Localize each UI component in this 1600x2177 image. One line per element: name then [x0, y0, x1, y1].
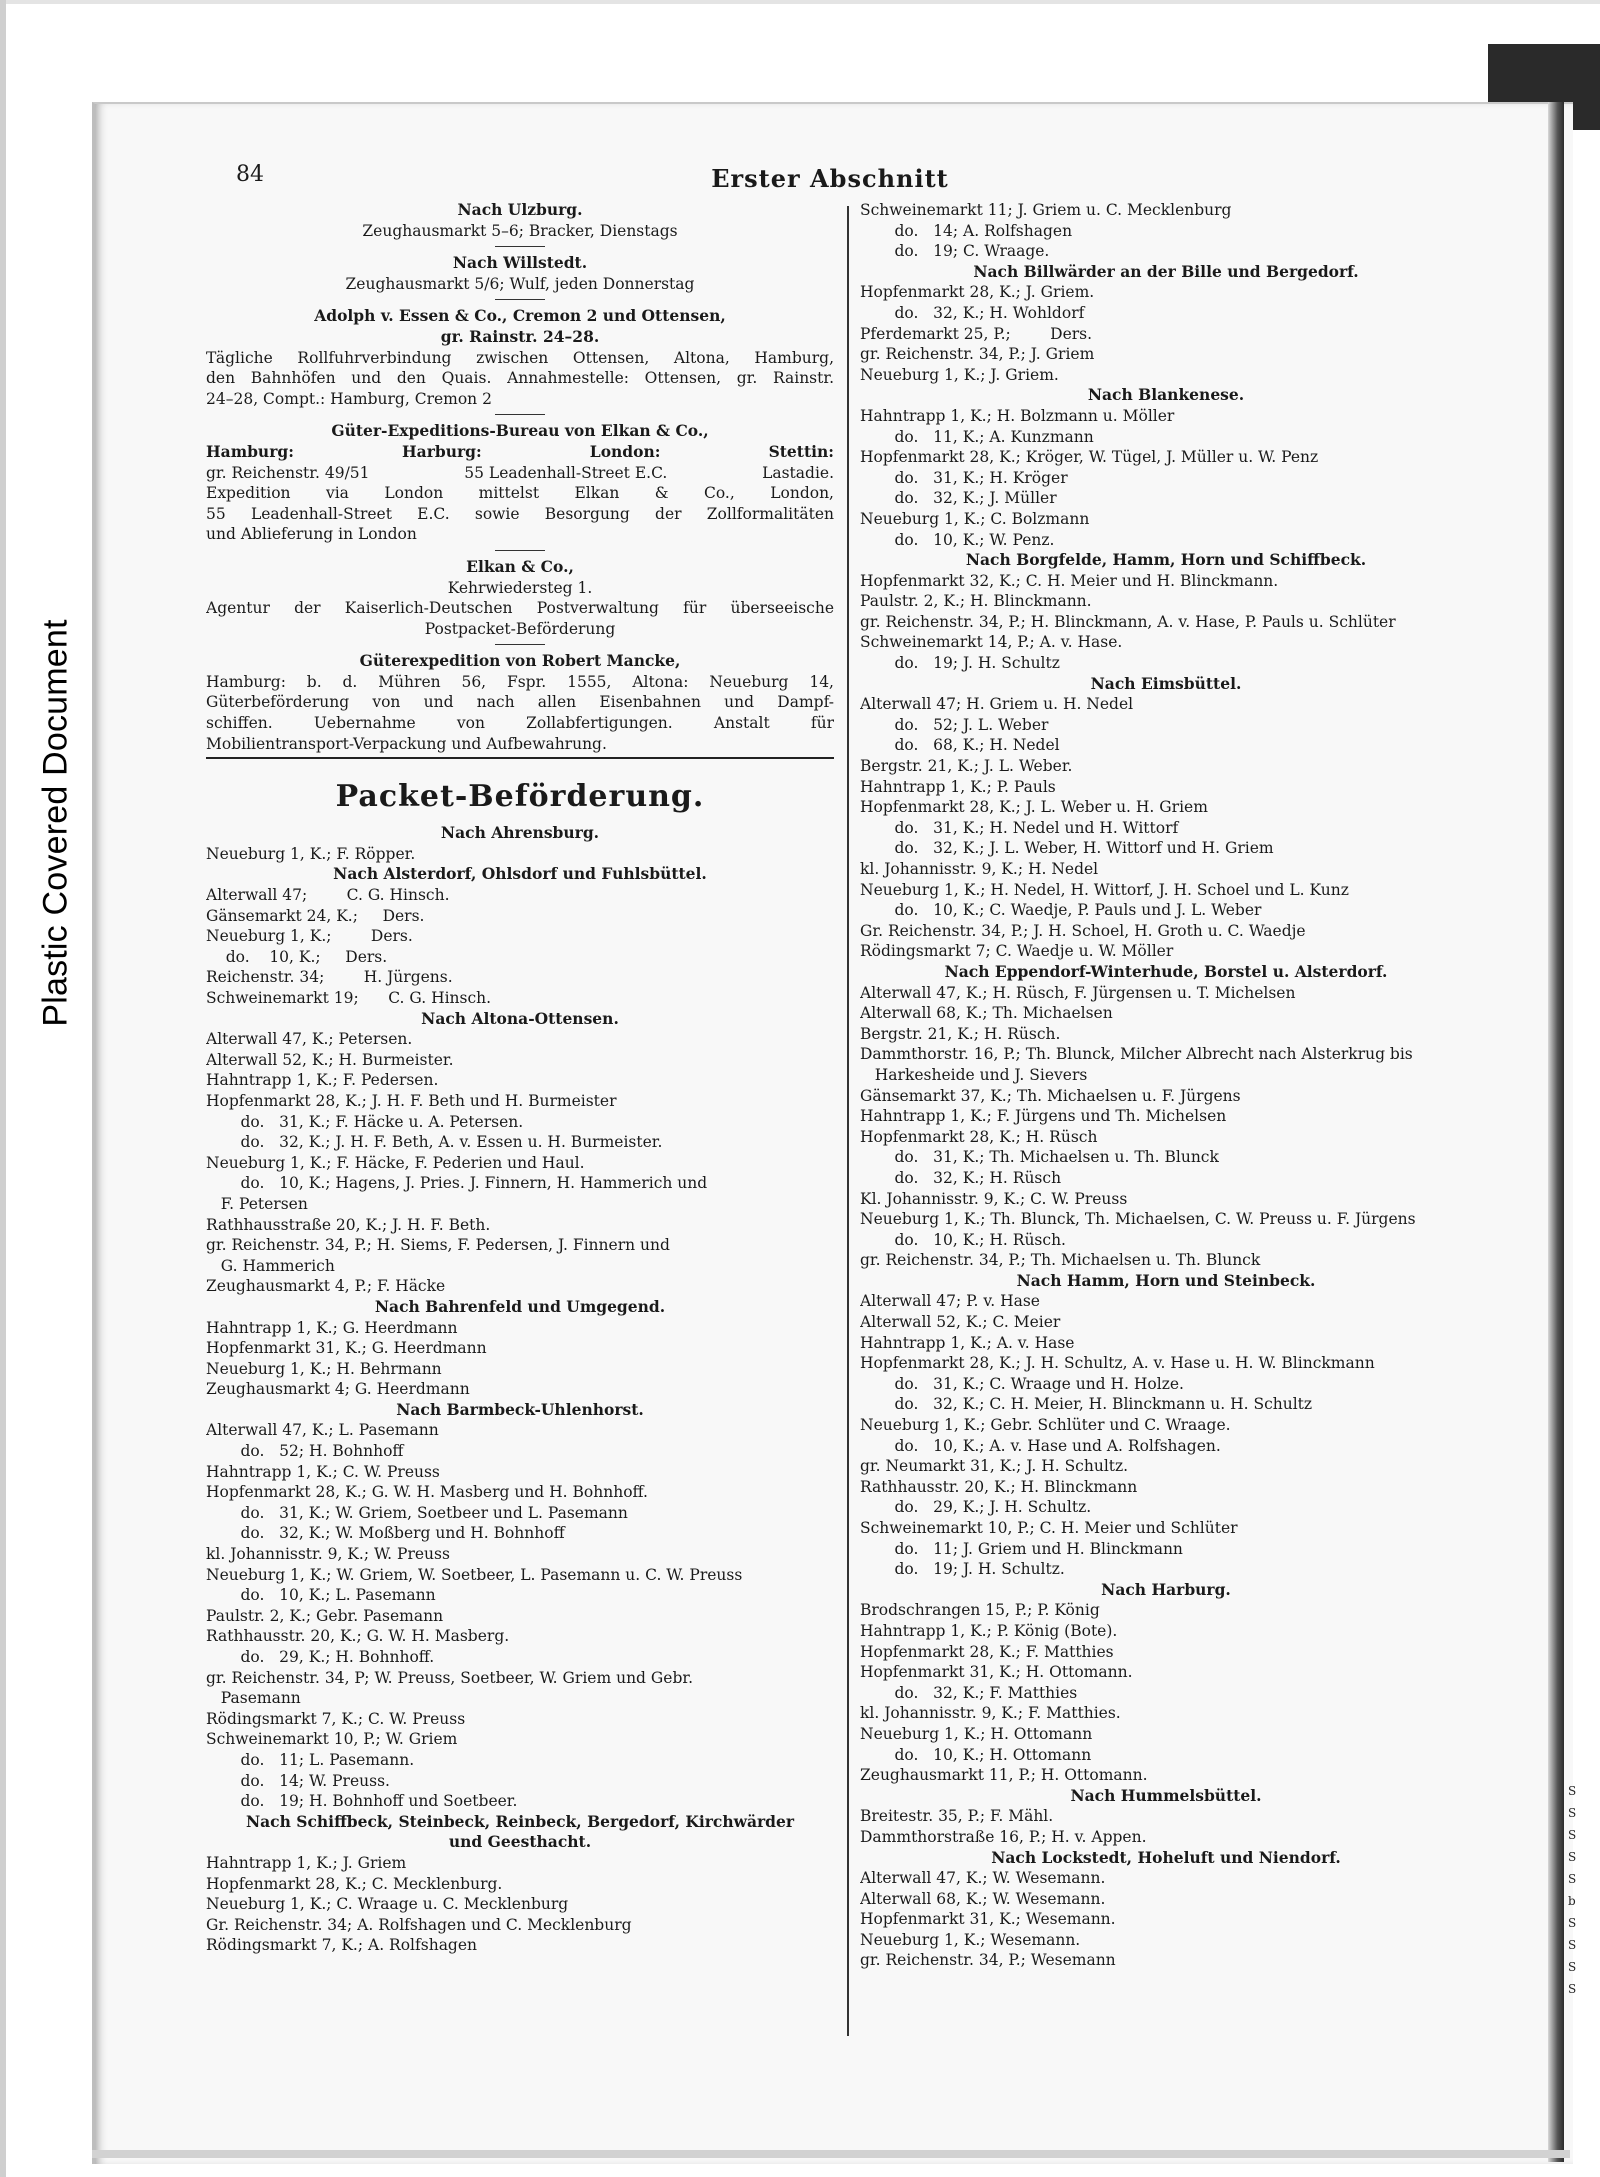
column-divider — [847, 206, 849, 2036]
listing-line: do. 29, K.; J. H. Schultz. — [860, 1498, 1092, 1517]
right-column — [860, 200, 1472, 1971]
listing-line: Paulstr. 2, K.; Gebr. Pasemann — [206, 1606, 444, 1625]
section-heading: Nach Ulzburg. — [457, 200, 583, 219]
listing-line: F. Petersen — [206, 1194, 308, 1213]
listing-line: kl. Johannisstr. 9, K.; H. Nedel — [860, 860, 1099, 878]
left-column — [206, 200, 834, 1956]
listing-line: Harkesheide und J. Sievers — [860, 1065, 1088, 1084]
listing-line: Hopfenmarkt 28, K.; J. L. Weber u. H. Griem — [860, 798, 1208, 817]
listing-line: G. Hammerich — [206, 1256, 335, 1275]
office-cell: 55 Leadenhall-Street E.C. — [464, 463, 668, 482]
listing-line: Mobilientransport-Verpackung und Aufbewahrung. — [206, 734, 607, 753]
listing-line: Bergstr. 21, K.; H. Rüsch. — [860, 1024, 1061, 1043]
listing-line: do. 10, K.; H. Ottomann — [860, 1745, 1092, 1764]
listing-line: do. 10, K.; W. Penz. — [860, 530, 1055, 549]
listing-line: do. 32, K.; H. Rüsch — [860, 1168, 1062, 1187]
listing-line: Alterwall 52, K.; C. Meier — [860, 1313, 1061, 1332]
margin-fragment: S — [1568, 1982, 1577, 1996]
page-gutter-shadow — [1548, 102, 1564, 2162]
listing-line: Hopfenmarkt 28, K.; J. Griem. — [860, 283, 1095, 302]
listing-line: do. 10, K.; C. Waedje, P. Pauls und J. L. Weber — [860, 901, 1262, 920]
office-cell: Hamburg: — [206, 441, 294, 461]
listing-line: do. 68, K.; H. Nedel — [860, 736, 1060, 755]
listing-line: Hopfenmarkt 32, K.; C. H. Meier und H. Blinckmann. — [860, 571, 1279, 590]
section-heading: Nach Barmbeck-Uhlenhorst. — [396, 1399, 644, 1419]
listing-line: Zeughausmarkt 4, P.; F. Häcke — [206, 1277, 446, 1296]
section-heading: Nach Lockstedt, Hoheluft und Niendorf. — [991, 1847, 1341, 1867]
listing-line: do. 19; J. H. Schultz. — [860, 1560, 1065, 1579]
section-heading: Nach Eppendorf-Winterhude, Borstel u. Alsterdorf. — [944, 961, 1388, 981]
listing-line: Alterwall 52, K.; H. Burmeister. — [206, 1050, 454, 1069]
listing-line: Schweinemarkt 19; C. G. Hinsch. — [206, 989, 492, 1007]
listing-line: Rödingsmarkt 7; C. Waedje u. W. Möller — [860, 942, 1174, 961]
section-heading: Nach Hamm, Horn und Steinbeck. — [1016, 1270, 1316, 1290]
listing-line: Hopfenmarkt 31, K.; Wesemann. — [860, 1910, 1116, 1929]
listing-line: Schweinemarkt 14, P.; A. v. Hase. — [860, 633, 1123, 652]
next-page-margin-fragments — [1568, 1780, 1600, 2050]
page-number: 84 — [236, 162, 264, 187]
listing-line: do. 10, K.; Hagens, J. Pries. J. Finnern, H. Hammerich und — [206, 1174, 708, 1193]
listing-line: do. 31, K.; H. Nedel und H. Wittorf — [860, 818, 1179, 837]
listing-line: Neueburg 1, K.; H. Nedel, H. Wittorf, J. H. Schoel und L. Kunz — [860, 880, 1349, 899]
justified-text-line: 55 Leadenhall-Street E.C. sowie Besorgung der Zollformalitäten — [206, 504, 834, 523]
listing-line: do. 32, K.; H. Wohldorf — [860, 303, 1085, 322]
section-heading: Nach Ahrensburg. — [440, 823, 600, 843]
office-cell: gr. Reichenstr. 49/51 — [206, 463, 370, 482]
section-heading: Nach Hummelsbüttel. — [1070, 1785, 1262, 1805]
centered-text-line: Kehrwiedersteg 1. — [447, 578, 593, 597]
listing-line: Neueburg 1, K.; F. Häcke, F. Pederien und Haul. — [206, 1153, 585, 1172]
listing-line: Zeughausmarkt 4; G. Heerdmann — [206, 1380, 470, 1399]
margin-fragment: S — [1568, 1806, 1577, 1820]
listing-line: do. 32, K.; W. Moßberg und H. Bohnhoff — [206, 1524, 565, 1543]
listing-line: Neueburg 1, K.; H. Ottomann — [860, 1724, 1093, 1743]
section-heading: Nach Blankenese. — [1087, 385, 1245, 405]
listing-line: Hahntrapp 1, K.; P. König (Bote). — [860, 1621, 1118, 1640]
margin-fragment: S — [1568, 1850, 1577, 1864]
listing-line: do. 11; L. Pasemann. — [206, 1750, 415, 1769]
short-divider-rule — [206, 294, 834, 306]
listing-line: Alterwall 47; H. Griem u. H. Nedel — [860, 695, 1134, 714]
margin-fragment: S — [1568, 1784, 1577, 1798]
margin-fragment: S — [1568, 1872, 1577, 1886]
listing-line: Neueburg 1, K.; F. Röpper. — [206, 844, 416, 863]
plastic-cover-label — [14, 553, 98, 1093]
short-divider-rule — [206, 545, 834, 557]
listing-line: Hopfenmarkt 31, K.; H. Ottomann. — [860, 1663, 1133, 1682]
listing-line: Hahntrapp 1, K.; P. Pauls — [860, 777, 1056, 796]
listing-line: do. 14; W. Preuss. — [206, 1771, 390, 1790]
section-heading: Nach Borgfelde, Hamm, Horn und Schiffbeck. — [965, 550, 1367, 570]
office-city-headings — [206, 442, 834, 463]
listing-line: Alterwall 47, K.; H. Rüsch, F. Jürgensen u. T. Michelsen — [860, 983, 1296, 1002]
margin-fragment: S — [1568, 1938, 1577, 1952]
section-heading: Nach Harburg. — [1101, 1579, 1231, 1599]
short-divider-rule — [206, 639, 834, 651]
short-divider-rule — [206, 241, 834, 253]
listing-line: Kl. Johannisstr. 9, K.; C. W. Preuss — [860, 1189, 1128, 1208]
listing-line: Neueburg 1, K.; Gebr. Schlüter und C. Wraage. — [860, 1416, 1231, 1435]
justified-text-line: schiffen. Uebernahme von Zollabfertigungen. Anstalt für — [206, 714, 834, 733]
section-heading: Güter-Expeditions-Bureau von Elkan & Co., — [331, 421, 709, 441]
section-heading: gr. Rainstr. 24–28. — [440, 326, 600, 346]
section-heading: Nach Schiffbeck, Steinbeck, Reinbeck, Bergedorf, Kirchwärder — [245, 1811, 795, 1831]
short-divider-rule — [206, 409, 834, 421]
listing-line: Hopfenmarkt 31, K.; G. Heerdmann — [206, 1339, 487, 1358]
listing-line: Neueburg 1, K.; Th. Blunck, Th. Michaelsen, C. W. Preuss u. F. Jürgens — [860, 1210, 1416, 1229]
listing-line: Hopfenmarkt 28, K.; C. Mecklenburg. — [206, 1874, 503, 1893]
listing-line: Hopfenmarkt 28, K.; J. H. Schultz, A. v. Hase u. H. W. Blinckmann — [860, 1354, 1375, 1373]
listing-line: do. 29, K.; H. Bohnhoff. — [206, 1648, 435, 1666]
centered-text-line: Zeughausmarkt 5/6; Wulf, jeden Donnerstag — [345, 274, 695, 293]
listing-line: Hopfenmarkt 28, K.; J. H. F. Beth und H. Burmeister — [206, 1091, 617, 1110]
listing-line: gr. Reichenstr. 34, P.; Wesemann — [860, 1951, 1116, 1970]
listing-line: Schweinemarkt 10, P.; W. Griem — [206, 1730, 458, 1749]
listing-line: Rödingsmarkt 7, K.; C. W. Preuss — [206, 1709, 466, 1728]
listing-line: Dammthorstr. 16, P.; Th. Blunck, Milcher Albrecht nach Alsterkrug bis — [860, 1045, 1413, 1064]
plastic-cover-label-text: Plastic Covered Document — [36, 619, 75, 1027]
listing-line: do. 10, K.; H. Rüsch. — [860, 1230, 1066, 1249]
listing-line: do. 10, K.; Ders. — [206, 947, 388, 966]
listing-line: do. 31, K.; H. Kröger — [860, 468, 1068, 487]
margin-fragment: S — [1568, 1828, 1577, 1842]
listing-line: do. 52; J. L. Weber — [860, 715, 1049, 734]
listing-line: Neueburg 1, K.; Ders. — [206, 927, 413, 946]
listing-line: gr. Reichenstr. 34, P.; H. Blinckmann, A. v. Hase, P. Pauls u. Schlüter — [860, 612, 1396, 631]
listing-line: do. 19; C. Wraage. — [860, 242, 1050, 261]
listing-line: Alterwall 47, K.; Petersen. — [206, 1030, 413, 1049]
section-heading: Nach Eimsbüttel. — [1090, 673, 1242, 693]
listing-line: Neueburg 1, K.; C. Bolzmann — [860, 509, 1090, 528]
justified-text-line: den Bahnhöfen und den Quais. Annahmestelle: Ottensen, gr. Rainstr. — [206, 369, 834, 388]
listing-line: Gr. Reichenstr. 34; A. Rolfshagen und C. Mecklenburg — [206, 1915, 632, 1934]
centered-text-line: Zeughausmarkt 5–6; Bracker, Dienstags — [362, 221, 678, 240]
listing-line: Schweinemarkt 10, P.; C. H. Meier und Schlüter — [860, 1519, 1238, 1537]
listing-line: do. 10, K.; A. v. Hase und A. Rolfshagen. — [860, 1436, 1221, 1455]
listing-line: Bergstr. 21, K.; J. L. Weber. — [860, 757, 1073, 776]
listing-line: Rathhausstr. 20, K.; H. Blinckmann — [860, 1477, 1138, 1496]
listing-line: und Ablieferung in London — [206, 525, 417, 544]
listing-line: do. 31, K.; F. Häcke u. A. Petersen. — [206, 1112, 524, 1131]
listing-line: do. 11; J. Griem und H. Blinckmann — [860, 1539, 1183, 1558]
listing-line: do. 52; H. Bohnhoff — [206, 1442, 404, 1461]
margin-fragment: b — [1568, 1894, 1576, 1908]
listing-line: do. 10, K.; L. Pasemann — [206, 1586, 436, 1605]
listing-line: do. 14; A. Rolfshagen — [860, 221, 1073, 240]
listing-line: Neueburg 1, K.; C. Wraage u. C. Mecklenburg — [206, 1895, 569, 1914]
listing-line: do. 31, K.; C. Wraage und H. Holze. — [860, 1374, 1184, 1393]
main-section-title: Packet-Beförderung. — [335, 779, 705, 815]
justified-text-line: Hamburg: b. d. Mühren 56, Fspr. 1555, Altona: Neueburg 14, — [206, 672, 834, 691]
listing-line: do. 19; H. Bohnhoff und Soetbeer. — [206, 1792, 518, 1811]
listing-line: do. 11, K.; A. Kunzmann — [860, 427, 1094, 446]
listing-line: Brodschrangen 15, P.; P. König — [860, 1601, 1100, 1620]
section-heading: Güterexpedition von Robert Mancke, — [359, 651, 681, 671]
section-heading: und Geesthacht. — [448, 1832, 592, 1852]
listing-line: Zeughausmarkt 11, P.; H. Ottomann. — [860, 1766, 1148, 1785]
listing-line: Alterwall 68, K.; W. Wesemann. — [860, 1889, 1106, 1908]
listing-line: do. 32, K.; C. H. Meier, H. Blinckmann u. H. Schultz — [860, 1395, 1313, 1414]
listing-line: Neueburg 1, K.; Wesemann. — [860, 1930, 1081, 1949]
listing-line: Alterwall 47, K.; W. Wesemann. — [860, 1869, 1106, 1888]
listing-line: gr. Reichenstr. 34, P.; Th. Michaelsen u. Th. Blunck — [860, 1251, 1261, 1270]
listing-line: Hahntrapp 1, K.; H. Bolzmann u. Möller — [860, 406, 1175, 425]
listing-line: Gänsemarkt 37, K.; Th. Michaelsen u. F. Jürgens — [860, 1086, 1241, 1105]
listing-line: Reichenstr. 34; H. Jürgens. — [206, 968, 453, 987]
margin-fragment: S — [1568, 1960, 1577, 1974]
running-head: Erster Abschnitt — [711, 164, 949, 193]
listing-line: do. 31, K.; W. Griem, Soetbeer und L. Pasemann — [206, 1503, 628, 1522]
listing-line: 24–28, Compt.: Hamburg, Cremon 2 — [206, 389, 492, 408]
listing-line: Pasemann — [206, 1689, 301, 1708]
full-divider-rule — [206, 757, 834, 767]
section-heading: Nach Altona-Ottensen. — [421, 1008, 619, 1028]
office-addresses — [206, 463, 834, 484]
scan-left-edge — [0, 0, 6, 2177]
listing-line: Breitestr. 35, P.; F. Mähl. — [860, 1807, 1054, 1826]
listing-line: do. 32, K.; J. L. Weber, H. Wittorf und H. Griem — [860, 839, 1274, 858]
listing-line: do. 19; J. H. Schultz — [860, 654, 1060, 673]
page-bottom-edge — [92, 2150, 1570, 2158]
listing-line: Hahntrapp 1, K.; J. Griem — [206, 1853, 407, 1872]
listing-line: gr. Reichenstr. 34, P.; H. Siems, F. Pedersen, J. Finnern und — [206, 1236, 670, 1255]
listing-line: Hahntrapp 1, K.; C. W. Preuss — [206, 1462, 440, 1481]
section-heading: Elkan & Co., — [466, 556, 574, 576]
section-heading: Nach Alsterdorf, Ohlsdorf und Fuhlsbüttel. — [333, 864, 707, 884]
listing-line: do. 32, K.; J. Müller — [860, 489, 1057, 508]
listing-line: do. 31, K.; Th. Michaelsen u. Th. Blunck — [860, 1148, 1219, 1167]
listing-line: Hahntrapp 1, K.; F. Pedersen. — [206, 1071, 439, 1090]
listing-line: gr. Reichenstr. 34, P; W. Preuss, Soetbeer, W. Griem und Gebr. — [206, 1668, 694, 1687]
listing-line: Gr. Reichenstr. 34, P.; J. H. Schoel, H. Groth u. C. Waedje — [860, 921, 1306, 940]
scan-top-edge — [0, 0, 1600, 4]
section-heading: Nach Willstedt. — [452, 253, 588, 273]
centered-text-line: Postpacket-Beförderung — [424, 619, 616, 638]
justified-text-line: Güterbeförderung von und nach allen Eisenbahnen und Dampf- — [206, 693, 834, 712]
office-cell: Lastadie. — [762, 463, 834, 482]
justified-text-line: Expedition via London mittelst Elkan & Co., London, — [206, 484, 834, 503]
listing-line: Hahntrapp 1, K.; F. Jürgens und Th. Michelsen — [860, 1107, 1227, 1126]
listing-line: Neueburg 1, K.; W. Griem, W. Soetbeer, L. Pasemann u. C. W. Preuss — [206, 1565, 743, 1584]
listing-line: Alterwall 47; P. v. Hase — [860, 1292, 1040, 1311]
listing-line: Schweinemarkt 11; J. Griem u. C. Mecklenburg — [860, 201, 1232, 219]
justified-text-line: Tägliche Rollfuhrverbindung zwischen Ottensen, Altona, Hamburg, — [206, 348, 834, 367]
section-heading: Adolph v. Essen & Co., Cremon 2 und Ottensen, — [314, 306, 726, 326]
listing-line: gr. Reichenstr. 34, P.; J. Griem — [860, 345, 1095, 364]
office-cell: London: — [589, 441, 661, 461]
listing-line: Neueburg 1, K.; J. Griem. — [860, 365, 1059, 384]
listing-line: Pferdemarkt 25, P.; Ders. — [860, 324, 1093, 343]
office-cell: Harburg: — [402, 441, 482, 461]
listing-line: Paulstr. 2, K.; H. Blinckmann. — [860, 592, 1092, 611]
listing-line: Neueburg 1, K.; H. Behrmann — [206, 1359, 442, 1378]
justified-text-line: Agentur der Kaiserlich-Deutschen Postverwaltung für überseeische — [206, 599, 834, 618]
listing-line: do. 32, K.; J. H. F. Beth, A. v. Essen u. H. Burmeister. — [206, 1133, 663, 1152]
listing-line: Hopfenmarkt 28, K.; H. Rüsch — [860, 1127, 1098, 1146]
listing-line: do. 32, K.; F. Matthies — [860, 1683, 1078, 1702]
section-heading: Nach Bahrenfeld und Umgegend. — [374, 1296, 666, 1316]
listing-line: kl. Johannisstr. 9, K.; W. Preuss — [206, 1545, 450, 1564]
listing-line: Alterwall 47, K.; L. Pasemann — [206, 1421, 439, 1440]
listing-line: Rathhausstr. 20, K.; G. W. H. Masberg. — [206, 1627, 510, 1646]
listing-line: Rathhausstraße 20, K.; J. H. F. Beth. — [206, 1215, 491, 1234]
section-heading: Nach Billwärder an der Bille und Bergedorf. — [973, 261, 1359, 281]
listing-line: Alterwall 47; C. G. Hinsch. — [206, 886, 450, 905]
listing-line: kl. Johannisstr. 9, K.; F. Matthies. — [860, 1704, 1121, 1723]
listing-line: Alterwall 68, K.; Th. Michaelsen — [860, 1004, 1113, 1023]
listing-line: Hopfenmarkt 28, K.; Kröger, W. Tügel, J. Müller u. W. Penz — [860, 448, 1319, 467]
listing-line: Rödingsmarkt 7, K.; A. Rolfshagen — [206, 1936, 478, 1955]
listing-line: Hopfenmarkt 28, K.; G. W. H. Masberg und H. Bohnhoff. — [206, 1483, 648, 1502]
listing-line: Hahntrapp 1, K.; G. Heerdmann — [206, 1318, 458, 1337]
listing-line: Dammthorstraße 16, P.; H. v. Appen. — [860, 1827, 1147, 1846]
listing-line: Hahntrapp 1, K.; A. v. Hase — [860, 1333, 1075, 1352]
listing-line: gr. Neumarkt 31, K.; J. H. Schultz. — [860, 1457, 1129, 1476]
margin-fragment: S — [1568, 1916, 1577, 1930]
listing-line: Hopfenmarkt 28, K.; F. Matthies — [860, 1642, 1114, 1661]
office-cell: Stettin: — [768, 441, 834, 461]
listing-line: Gänsemarkt 24, K.; Ders. — [206, 906, 425, 925]
